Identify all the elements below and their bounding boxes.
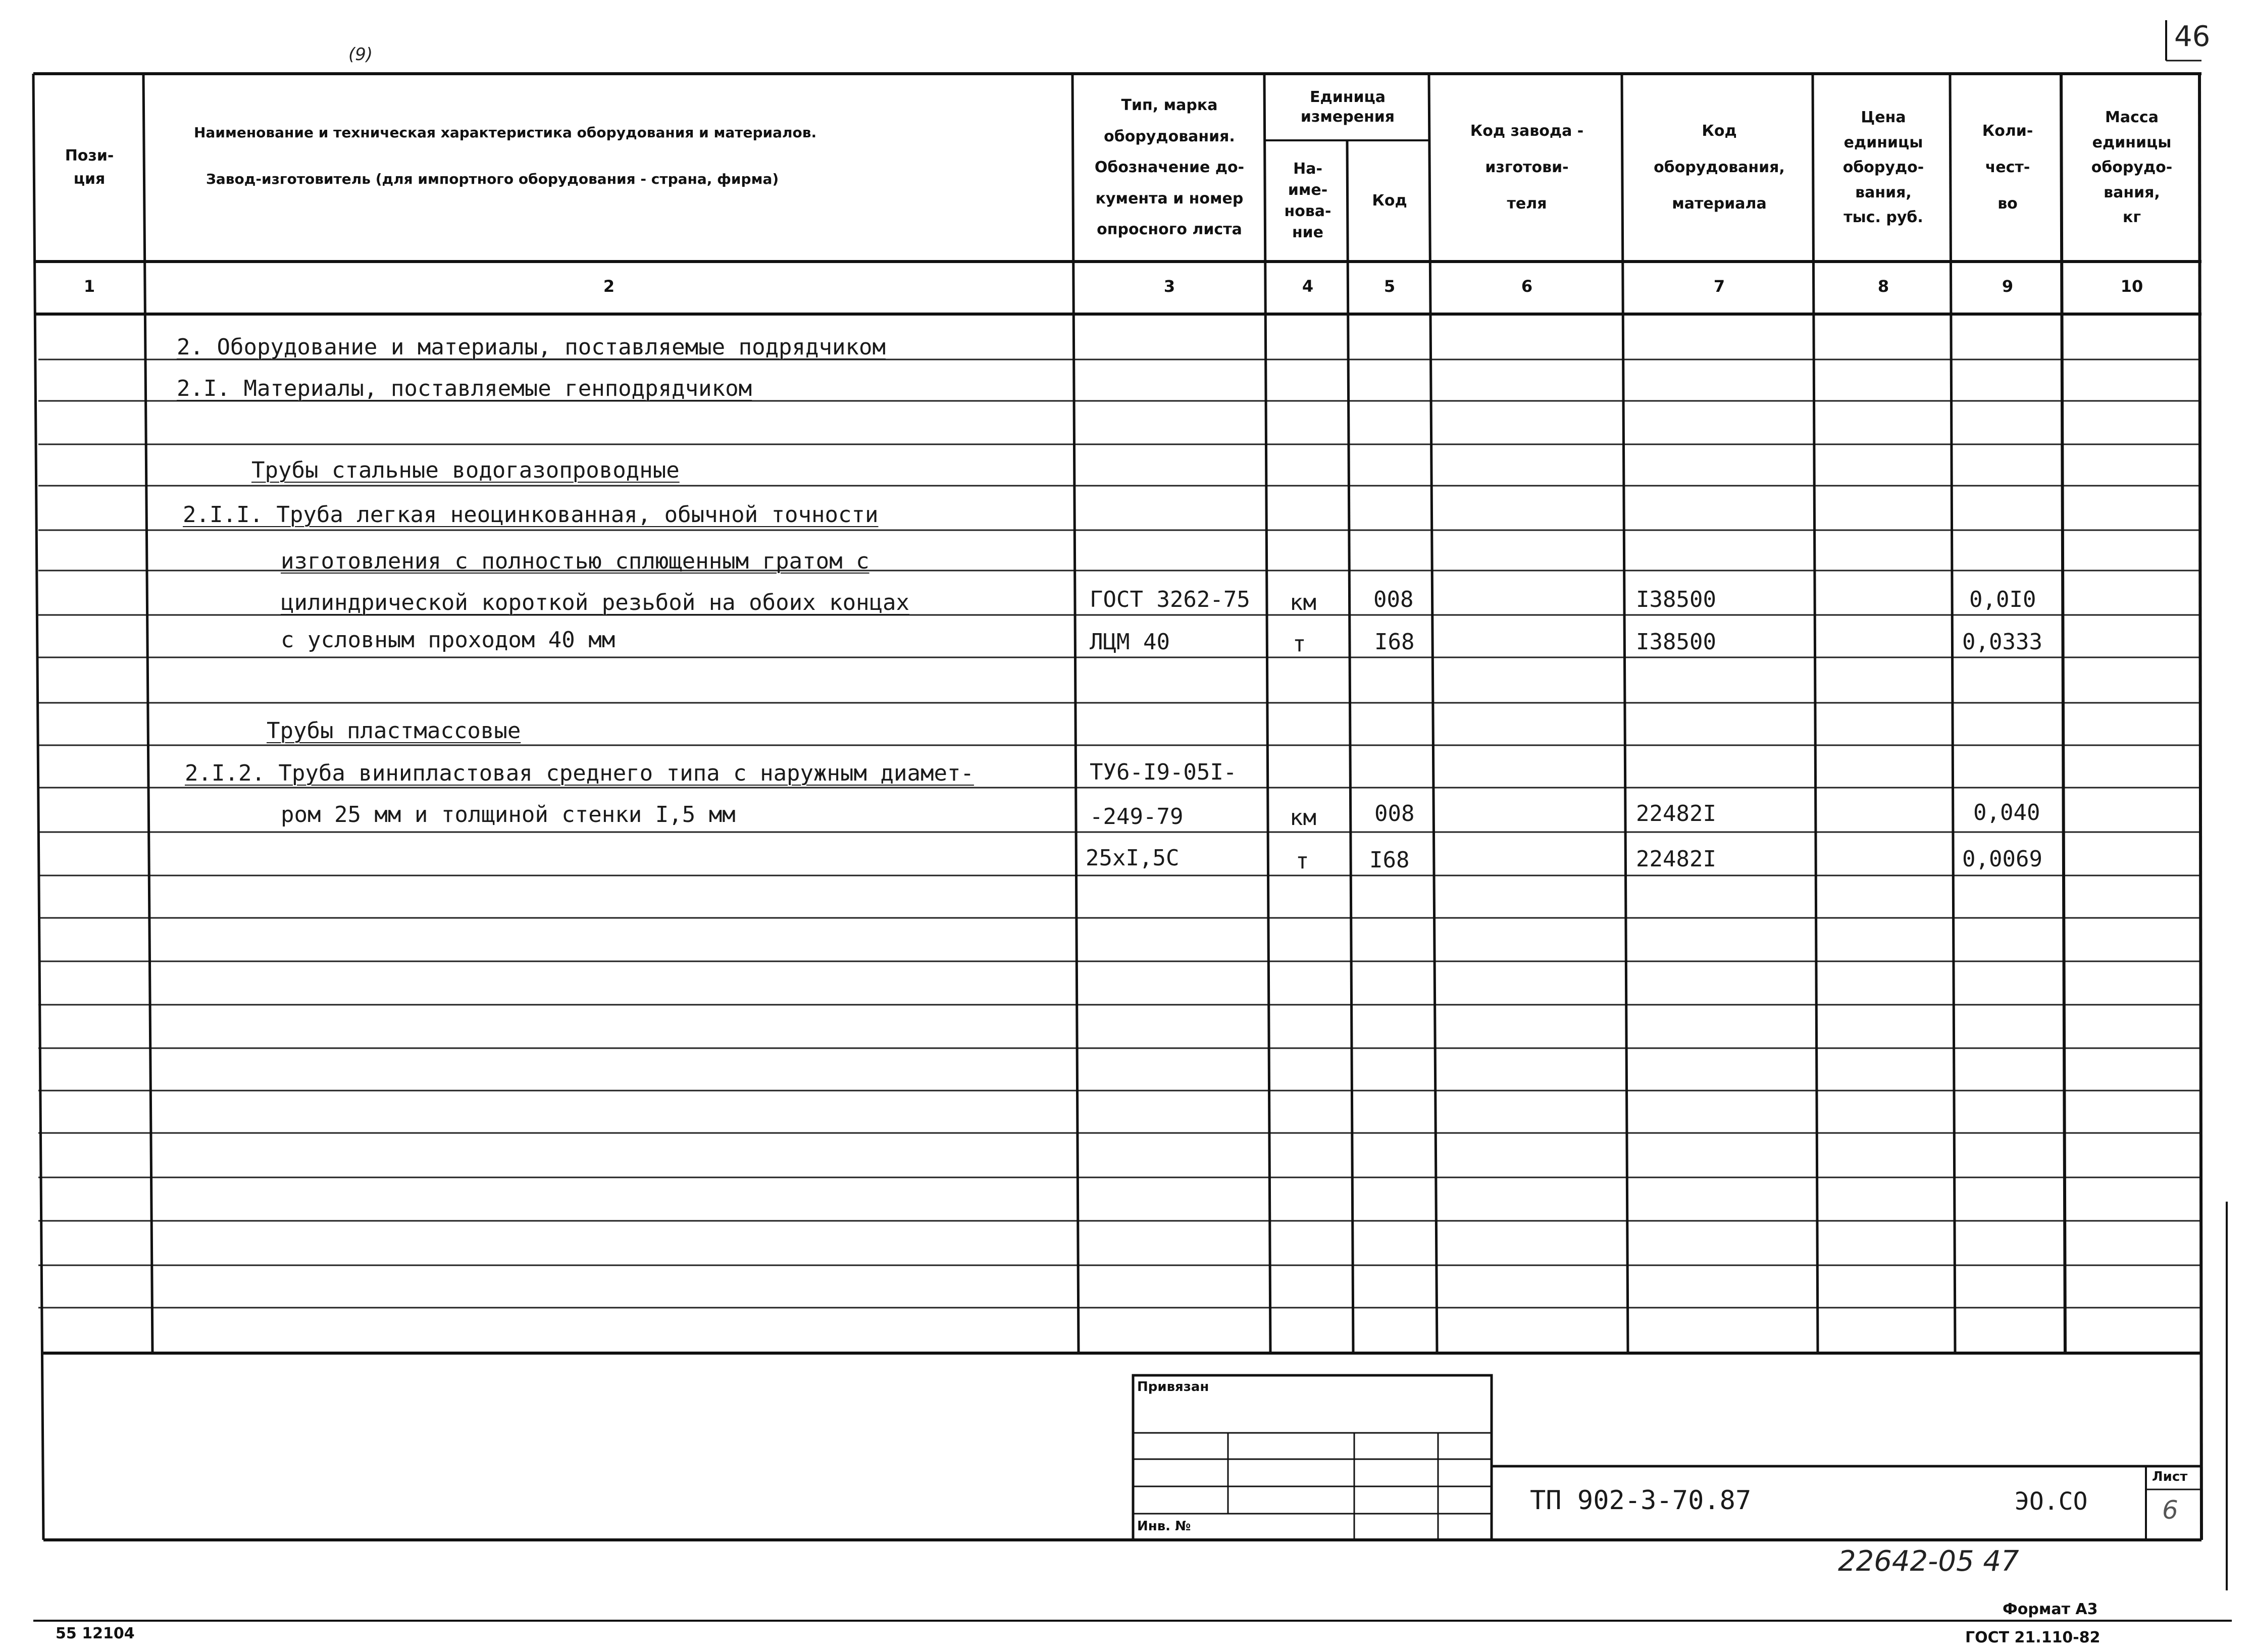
row-unit-code: 008 xyxy=(1374,801,1415,827)
row-unit-code: 008 xyxy=(1373,587,1414,612)
header-name-line1: Наименование и техническая характеристика оборудования и материалов. xyxy=(194,124,817,141)
col-number: 2 xyxy=(603,277,615,296)
header-type xyxy=(1074,74,1264,262)
header-name-line2: Завод-изготовитель (для импортного оборудования - страна, фирма) xyxy=(206,171,779,187)
col-number: 6 xyxy=(1521,277,1533,296)
gost-label: ГОСТ 21.110-82 xyxy=(1965,1629,2101,1646)
row-name: ром 25 мм и толщиной стенки I,5 мм xyxy=(281,802,736,828)
header-name xyxy=(145,74,1072,262)
row-unit: т xyxy=(1296,848,1309,874)
row-type: ТУ6-I9-05I- xyxy=(1090,759,1237,785)
row-name: цилиндрической короткой резьбой на обоих концах xyxy=(281,590,910,615)
header-mass-text: Масса единицы оборудо- вания, кг xyxy=(2091,109,2173,227)
row-quantity: 0,0I0 xyxy=(1969,587,2036,612)
row-unit-code: I68 xyxy=(1374,629,1415,655)
row-quantity: 0,0069 xyxy=(1962,846,2042,872)
header-material-code-text: Код оборудования, материала xyxy=(1654,122,1785,213)
row-quantity: 0,040 xyxy=(1973,800,2040,825)
sheet-label: Лист xyxy=(2152,1469,2188,1484)
row-type: ЛЦМ 40 xyxy=(1090,629,1170,655)
stamp-privyazan-label: Привязан xyxy=(1137,1379,1209,1395)
row-material-code: I38500 xyxy=(1636,629,1716,655)
format-label: Формат А3 xyxy=(2003,1601,2098,1618)
row-name: Трубы пластмассовые xyxy=(267,718,521,744)
header-unit-code xyxy=(1349,140,1430,262)
handwritten-number: 22642-05 47 xyxy=(1838,1545,2019,1578)
row-type: 25хI,5С xyxy=(1086,845,1180,871)
row-unit: км xyxy=(1290,590,1316,615)
col-number: 7 xyxy=(1713,277,1725,296)
row-name: с условным проходом 40 мм xyxy=(281,627,616,653)
col-number: 1 xyxy=(83,277,95,296)
header-position-text: Пози- ция xyxy=(65,146,114,188)
col-number: 4 xyxy=(1302,277,1314,296)
col-number: 10 xyxy=(2120,277,2143,296)
col-number: 3 xyxy=(1163,277,1175,296)
row-material-code: I38500 xyxy=(1636,587,1716,612)
header-unit-name-text: На- име- нова- ние xyxy=(1284,160,1331,241)
header-quantity xyxy=(1952,74,2063,262)
header-position xyxy=(35,74,143,262)
row-type: -249-79 xyxy=(1090,804,1184,830)
row-material-code: 22482I xyxy=(1636,801,1716,827)
header-type-text: Тип, марка оборудования. Обозначение до- кумента и номер опросного листа xyxy=(1094,96,1245,239)
col-number: 9 xyxy=(2002,277,2014,296)
row-type: ГОСТ 3262-75 xyxy=(1090,587,1250,612)
row-unit: т xyxy=(1293,631,1306,657)
header-unit-code-text: Код xyxy=(1372,191,1407,210)
row-unit: км xyxy=(1290,805,1316,831)
header-factory-code xyxy=(1431,74,1623,262)
row-name: изготовления с полностью сплющенным гратом с xyxy=(281,548,869,574)
header-unit-group xyxy=(1266,74,1429,140)
col-number: 5 xyxy=(1384,277,1396,296)
row-quantity: 0,0333 xyxy=(1962,629,2042,655)
header-quantity-text: Коли- чест- во xyxy=(1982,122,2033,213)
row-name: 2. Оборудование и материалы, поставляемые подрядчиком xyxy=(177,334,886,360)
header-price-text: Цена единицы оборудо- вания, тыс. руб. xyxy=(1842,109,1924,227)
header-material-code xyxy=(1624,74,1815,262)
top-mark: (9) xyxy=(348,44,373,65)
header-unit-name xyxy=(1266,140,1349,262)
section-code: ЭО.СО xyxy=(2015,1487,2088,1516)
footer-left-code: 55 12104 xyxy=(56,1625,135,1642)
row-material-code: 22482I xyxy=(1636,846,1716,872)
doc-code: ТП 902-3-70.87 xyxy=(1530,1485,1752,1516)
row-unit-code: I68 xyxy=(1369,847,1410,873)
col-number: 8 xyxy=(1877,277,1889,296)
header-price xyxy=(1815,74,1952,262)
row-name: Трубы стальные водогазопроводные xyxy=(251,457,680,483)
header-factory-code-text: Код завода - изготови- теля xyxy=(1470,122,1584,213)
sheet-corner-number: 46 xyxy=(2174,20,2211,53)
header-unit-group-text: Единица измерения xyxy=(1300,88,1395,126)
sheet-value: 6 xyxy=(2162,1495,2178,1525)
header-mass xyxy=(2063,74,2200,262)
row-name: 2.I. Материалы, поставляемые генподрядчиком xyxy=(177,376,752,401)
row-name: 2.I.2. Труба винипластовая среднего типа с наружным диамет- xyxy=(185,760,974,786)
stamp-inv-label: Инв. № xyxy=(1137,1519,1191,1534)
row-name: 2.I.I. Труба легкая неоцинкованная, обычной точности xyxy=(183,502,879,528)
